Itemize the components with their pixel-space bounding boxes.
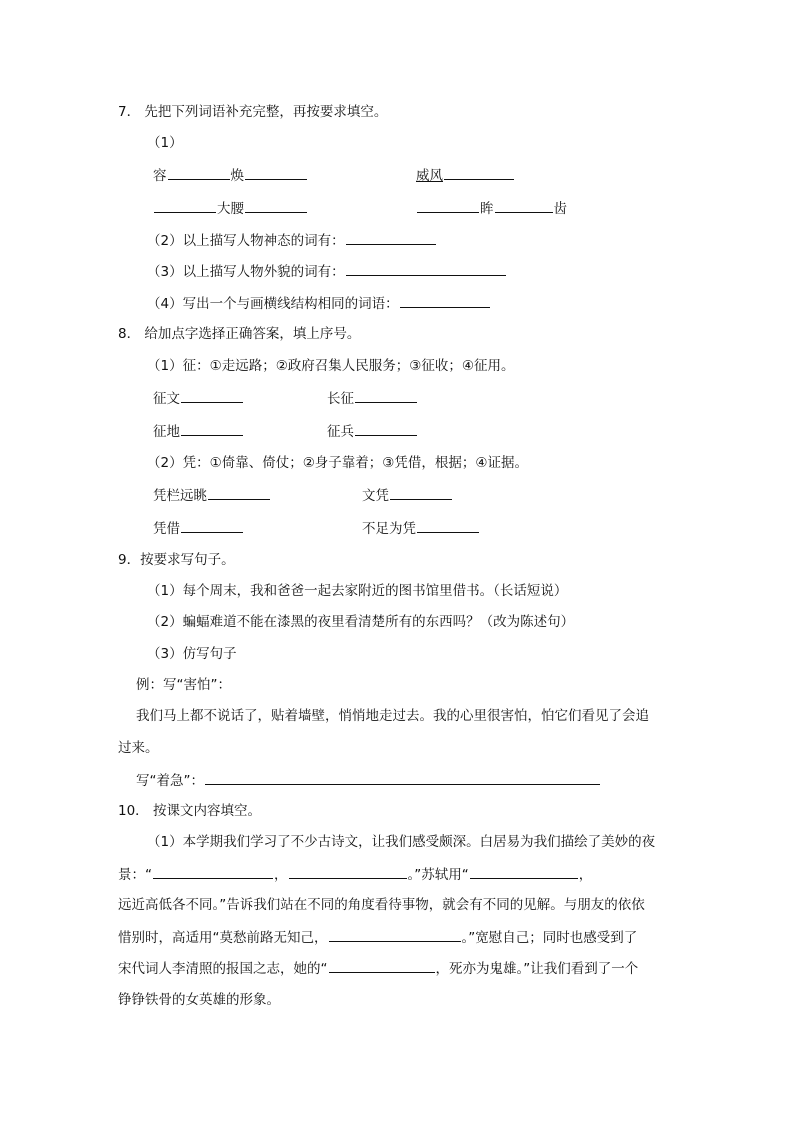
q10-line3: 远近高低各不同。”告诉我们站在不同的角度看待事物，就会有不同的见解。与朋友的依依 — [118, 897, 645, 913]
q7-w4b: 齿 — [553, 201, 567, 217]
q7-part4 — [147, 294, 491, 313]
q8-item-pingjie — [153, 519, 244, 538]
q9-example-line2: 过来。 — [118, 740, 159, 756]
q10-line1: （1）本学期我们学习了不少古诗文，让我们感受颇深。白居易为我们描绘了美妙的夜 — [147, 834, 656, 850]
q9-write-text: 写“着急”： — [136, 773, 204, 789]
q9-title: 9．按要求写句子。 — [118, 552, 235, 568]
q8-blank-1[interactable] — [181, 389, 243, 403]
q8-item-zhengwen — [153, 389, 244, 408]
q9-part1: （1）每个周末，我和爸爸一起去家附近的图书馆里借书。（长话短说） — [147, 583, 568, 599]
q8-pinglan-text: 凭栏远眺 — [153, 488, 207, 504]
q7-part4-text: （4）写出一个与画横线结构相同的词语： — [147, 296, 399, 312]
q7-word-row1-left — [153, 166, 308, 185]
q8-blank-6[interactable] — [390, 486, 452, 500]
q7-word-row2-left — [153, 199, 308, 218]
q7-part3 — [147, 262, 507, 281]
q8-item-wenping — [362, 486, 453, 505]
q8-item-changzheng — [327, 389, 418, 408]
q8-item-zhengbing — [327, 422, 418, 441]
q7-part2-text: （2）以上描写人物神态的词有： — [147, 233, 345, 249]
q10-l4b: 。”宽慰自己；同时也感受到了 — [461, 930, 638, 946]
q7-w2-underlined: 威风 — [416, 168, 443, 184]
q7-blank-9[interactable] — [346, 262, 506, 276]
q7-w3: 大腰 — [217, 201, 244, 217]
q10-title: 10． 按课文内容填空。 — [118, 803, 261, 819]
q10-blank-4[interactable] — [329, 928, 461, 942]
q10-l5a: 宋代词人李清照的报国之志，她的“ — [118, 961, 328, 977]
q10-blank-2[interactable] — [289, 865, 407, 879]
q7-blank-4[interactable] — [154, 199, 216, 213]
q10-l5b: ，死亦为鬼雄。”让我们看到了一个 — [435, 961, 639, 977]
q7-blank-6[interactable] — [417, 199, 479, 213]
q7-part3-text: （3）以上描写人物外貌的词有： — [147, 264, 345, 280]
q10-l2a: 景：“ — [118, 867, 152, 883]
q10-blank-3[interactable] — [470, 865, 578, 879]
q9-answer-blank[interactable] — [205, 771, 600, 785]
q7-word-row1-right — [416, 166, 515, 185]
q8-blank-3[interactable] — [181, 422, 243, 436]
q7-blank-2[interactable] — [245, 166, 307, 180]
q7-blank-3[interactable] — [444, 166, 514, 180]
q9-part3: （3）仿写句子 — [147, 646, 237, 662]
q8-changzheng-text: 长征 — [327, 391, 354, 407]
q8-zhengbing-text: 征兵 — [327, 424, 354, 440]
q7-blank-10[interactable] — [400, 294, 490, 308]
q10-blank-5[interactable] — [329, 959, 435, 973]
q9-example-line1: 我们马上都不说话了，贴着墙壁，悄悄地走过去。我的心里很害怕，怕它们看见了会追 — [136, 708, 649, 724]
q9-write-line — [136, 771, 601, 790]
q8-item-zhengdi — [153, 422, 244, 441]
q7-blank-8[interactable] — [346, 231, 436, 245]
q10-line2 — [118, 865, 592, 884]
q7-w1b: 焕 — [230, 168, 244, 184]
q7-part2 — [147, 231, 437, 250]
q7-blank-1[interactable] — [168, 166, 230, 180]
q8-buzu-text: 不足为凭 — [362, 521, 416, 537]
q8-blank-8[interactable] — [417, 519, 479, 533]
q7-blank-5[interactable] — [245, 199, 307, 213]
q7-w4a: 眸 — [480, 201, 494, 217]
q8-pingjie-text: 凭借 — [153, 521, 180, 537]
q10-l4a: 惜别时，高适用“莫愁前路无知己， — [118, 930, 328, 946]
q10-l2d: ， — [578, 867, 593, 883]
q8-blank-7[interactable] — [181, 519, 243, 533]
q10-line6: 铮铮铁骨的女英雄的形象。 — [118, 992, 280, 1008]
q8-item-pinglan — [153, 486, 271, 505]
q8-blank-4[interactable] — [355, 422, 417, 436]
q7-w1a: 容 — [153, 168, 167, 184]
q8-item-buzu — [362, 519, 480, 538]
q8-title: 8． 给加点字选择正确答案，填上序号。 — [118, 326, 361, 342]
q8-zhengdi-text: 征地 — [153, 424, 180, 440]
q7-part1-label: （1） — [147, 135, 183, 151]
q10-blank-1[interactable] — [153, 865, 273, 879]
q9-part2: （2）蝙蝠难道不能在漆黑的夜里看清楚所有的东西吗？（改为陈述句） — [147, 614, 575, 630]
q8-blank-5[interactable] — [208, 486, 270, 500]
q7-word-row2-right — [416, 199, 567, 218]
q8-zhengwen-text: 征文 — [153, 391, 180, 407]
q9-example-label: 例：写“害怕”： — [136, 677, 231, 693]
q7-blank-7[interactable] — [495, 199, 553, 213]
q8-blank-2[interactable] — [355, 389, 417, 403]
q10-l2b: ， — [274, 867, 288, 883]
q8-part2: （2）凭：①倚靠、倚仗；②身子靠着；③凭借，根据；④证据。 — [147, 455, 528, 471]
q7-title: 7． 先把下列词语补充完整，再按要求填空。 — [118, 104, 388, 120]
q10-l2c: 。”苏轼用“ — [407, 867, 469, 883]
q10-line5 — [118, 959, 638, 978]
q8-wenping-text: 文凭 — [362, 488, 389, 504]
q10-line4 — [118, 928, 637, 947]
q8-part1: （1）征：①走远路；②政府召集人民服务；③征收；④征用。 — [147, 358, 515, 374]
